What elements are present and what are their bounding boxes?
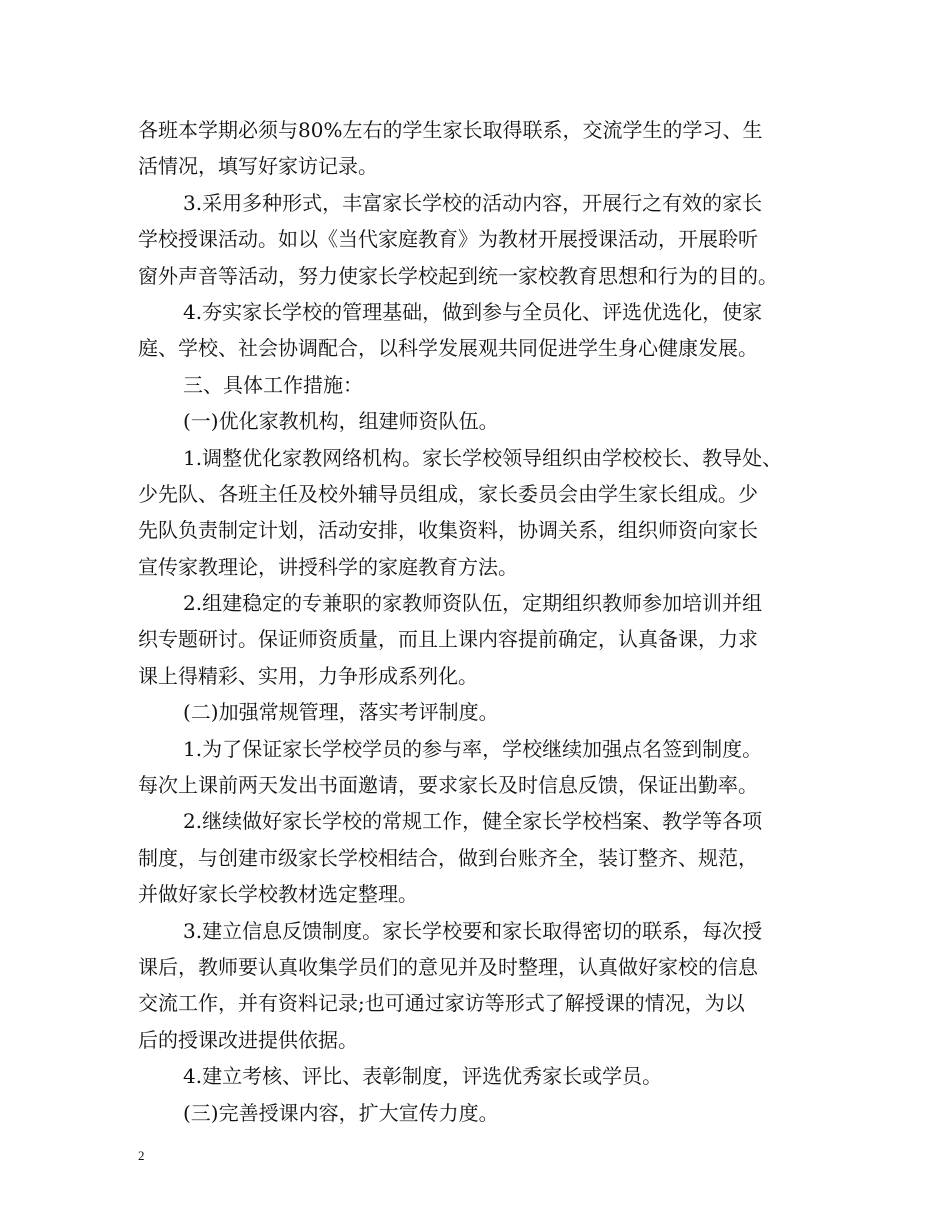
text-line: 1.调整优化家教网络机构。家长学校领导组织由学校校长、教导处、 xyxy=(183,445,783,470)
text-line: 先队负责制定计划，活动安排，收集资料，协调关系，组织师资向家长 xyxy=(138,518,758,543)
text-line: 2.继续做好家长学校的常规工作，健全家长学校档案、教学等各项 xyxy=(183,809,763,834)
text-line: 三、具体工作措施： xyxy=(183,372,363,397)
text-line: 4.夯实家长学校的管理基础，做到参与全员化、评选优选化，使家 xyxy=(183,299,763,324)
text-line: 各班本学期必须与80%左右的学生家长取得联系，交流学生的学习、生 xyxy=(138,118,763,142)
text-line: 学校授课活动。如以《当代家庭教育》为教材开展授课活动，开展聆听 xyxy=(138,227,758,252)
text-line: 并做好家长学校教材选定整理。 xyxy=(138,882,418,907)
text-line: 制度，与创建市级家长学校相结合，做到台账齐全，装订整齐、规范， xyxy=(138,845,758,870)
text-line: 庭、学校、社会协调配合，以科学发展观共同促进学生身心健康发展。 xyxy=(138,336,758,361)
text-line: 3.采用多种形式，丰富家长学校的活动内容，开展行之有效的家长 xyxy=(183,190,763,215)
text-line: (二)加强常规管理，落实考评制度。 xyxy=(183,700,499,725)
text-line: 窗外声音等活动，努力使家长学校起到统一家校教育思想和行为的目的。 xyxy=(138,263,778,288)
text-line: 后的授课改进提供依据。 xyxy=(138,1027,358,1052)
text-line: 宣传家教理论，讲授科学的家庭教育方法。 xyxy=(138,554,518,579)
text-line: 每次上课前两天发出书面邀请，要求家长及时信息反馈，保证出勤率。 xyxy=(138,773,758,798)
text-line: (一)优化家教机构，组建师资队伍。 xyxy=(183,409,499,434)
text-line: 3.建立信息反馈制度。家长学校要和家长取得密切的联系，每次授 xyxy=(183,918,763,943)
document-body xyxy=(138,112,828,1131)
text-line: 少先队、各班主任及校外辅导员组成，家长委员会由学生家长组成。少 xyxy=(138,481,758,506)
text-line: 课上得精彩、实用，力争形成系列化。 xyxy=(138,663,478,688)
text-line: 1.为了保证家长学校学员的参与率，学校继续加强点名签到制度。 xyxy=(183,736,763,761)
text-line: 课后，教师要认真收集学员们的意见并及时整理，认真做好家校的信息 xyxy=(138,954,758,979)
text-line: 活情况，填写好家访记录。 xyxy=(138,154,378,179)
text-line: (三)完善授课内容，扩大宣传力度。 xyxy=(183,1100,499,1125)
text-line: 交流工作，并有资料记录;也可通过家访等形式了解授课的情况，为以 xyxy=(138,991,745,1016)
text-line: 2.组建稳定的专兼职的家教师资队伍，定期组织教师参加培训并组 xyxy=(183,591,763,616)
page-number: 2 xyxy=(138,1148,145,1163)
text-line: 织专题研讨。保证师资质量，而且上课内容提前确定，认真备课，力求 xyxy=(138,627,758,652)
text-line: 4.建立考核、评比、表彰制度，评选优秀家长或学员。 xyxy=(183,1064,663,1089)
